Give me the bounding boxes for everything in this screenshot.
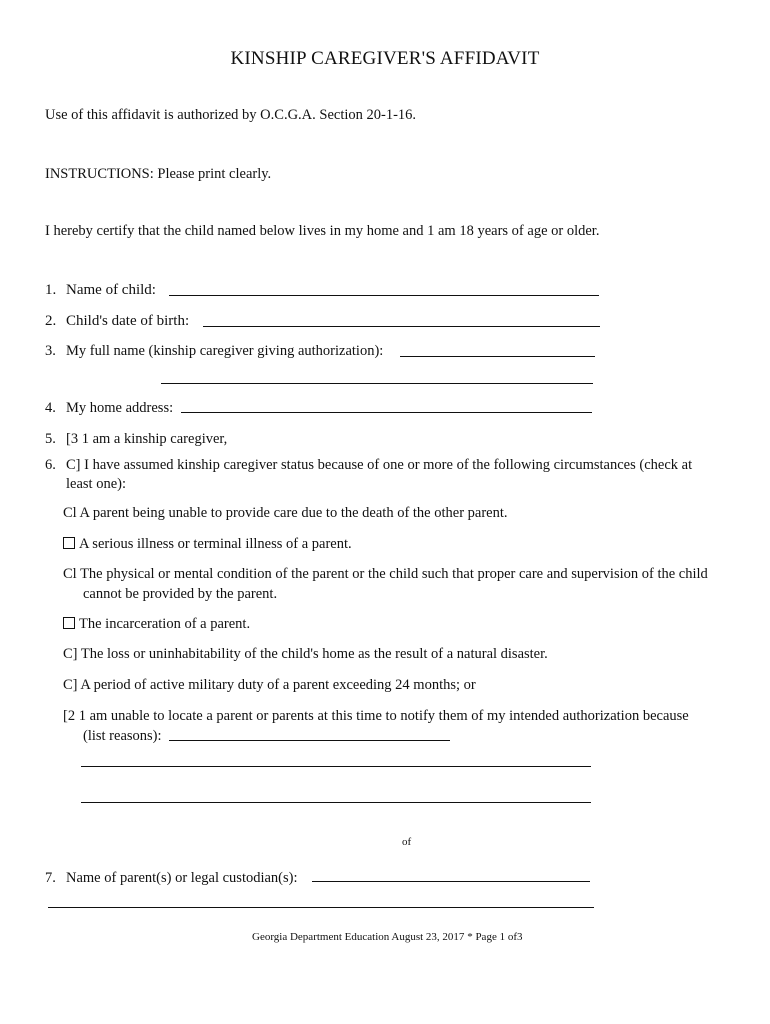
footer-page: * Page 1 of3 xyxy=(467,931,523,943)
circumstance-death-of-parent[interactable]: Cl A parent being unable to provide care due to the death of the other parent. xyxy=(63,505,508,521)
item-number: 6. xyxy=(45,457,56,473)
parent-name-field-line2[interactable] xyxy=(48,907,594,908)
item-number: 5. xyxy=(45,431,56,447)
item-number: 2. xyxy=(45,313,57,329)
instructions-text: INSTRUCTIONS: Please print clearly. xyxy=(45,166,272,182)
list-reasons-field-line2[interactable] xyxy=(81,766,591,767)
checkbox-icon[interactable] xyxy=(63,537,75,549)
checkbox-icon[interactable] xyxy=(63,617,75,629)
certification-text: I hereby certify that the child named below lives in my home and 1 am 18 years of age or older. xyxy=(45,223,600,239)
item-circumstances xyxy=(45,457,692,474)
home-address-label: My home address: xyxy=(66,400,174,416)
circumstance-physical-mental-condition[interactable]: Cl The physical or mental condition of the parent or the child such that proper care and supervision of the child xyxy=(63,566,708,582)
item-child-dob xyxy=(45,313,189,330)
kinship-status-checkbox-label[interactable]: [3 1 am a kinship caregiver, xyxy=(66,431,228,447)
item-caregiver-name xyxy=(45,343,383,360)
caregiver-name-field[interactable] xyxy=(400,356,595,357)
circumstances-label[interactable]: C] I have assumed kinship caregiver status because of one or more of the following circumstances (check at xyxy=(66,457,693,473)
authorization-text: Use of this affidavit is authorized by O.C.G.A. Section 20-1-16. xyxy=(45,107,417,123)
circumstance-incarceration[interactable] xyxy=(63,616,250,633)
list-reasons-field[interactable] xyxy=(169,740,450,741)
child-dob-label: Child's date of birth: xyxy=(66,313,190,329)
footer-date: August 23, 2017 xyxy=(391,931,465,943)
item-home-address xyxy=(45,400,173,417)
circumstance-natural-disaster[interactable]: C] The loss or uninhabitability of the child's home as the result of a natural disaster. xyxy=(63,646,548,662)
item-number: 1. xyxy=(45,282,57,298)
circumstance-physical-mental-condition-continued: cannot be provided by the parent. xyxy=(83,586,278,602)
item-parent-name xyxy=(45,870,298,887)
incarceration-label: The incarceration of a parent. xyxy=(79,616,251,632)
list-reasons-label: (list reasons): xyxy=(83,728,162,744)
item-number: 4. xyxy=(45,400,56,416)
page-footer xyxy=(252,931,522,943)
document-title: KINSHIP CAREGIVER'S AFFIDAVIT xyxy=(230,48,540,69)
child-name-label: Name of child: xyxy=(66,282,156,298)
of-text: of xyxy=(402,836,412,848)
item-kinship-status xyxy=(45,431,227,448)
parent-name-label: Name of parent(s) or legal custodian(s): xyxy=(66,870,298,886)
circumstances-label-continued: least one): xyxy=(66,476,126,492)
serious-illness-label: A serious illness or terminal illness of a parent. xyxy=(79,536,352,552)
item-number: 3. xyxy=(45,343,56,359)
circumstance-military-duty[interactable]: C] A period of active military duty of a parent exceeding 24 months; or xyxy=(63,677,476,693)
list-reasons-field-line3[interactable] xyxy=(81,802,591,803)
caregiver-name-field-continued[interactable] xyxy=(161,383,593,384)
parent-name-field[interactable] xyxy=(312,881,590,882)
item-number: 7. xyxy=(45,870,56,886)
circumstance-unable-to-locate[interactable]: [2 1 am unable to locate a parent or parents at this time to notify them of my intended authorization because xyxy=(63,708,689,724)
home-address-field[interactable] xyxy=(181,412,592,413)
caregiver-name-label: My full name (kinship caregiver giving authorization): xyxy=(66,343,384,359)
footer-org: Georgia Department Education xyxy=(252,931,390,943)
child-dob-field[interactable] xyxy=(203,326,600,327)
item-child-name xyxy=(45,282,156,299)
circumstance-serious-illness[interactable] xyxy=(63,536,352,553)
child-name-field[interactable] xyxy=(169,295,599,296)
